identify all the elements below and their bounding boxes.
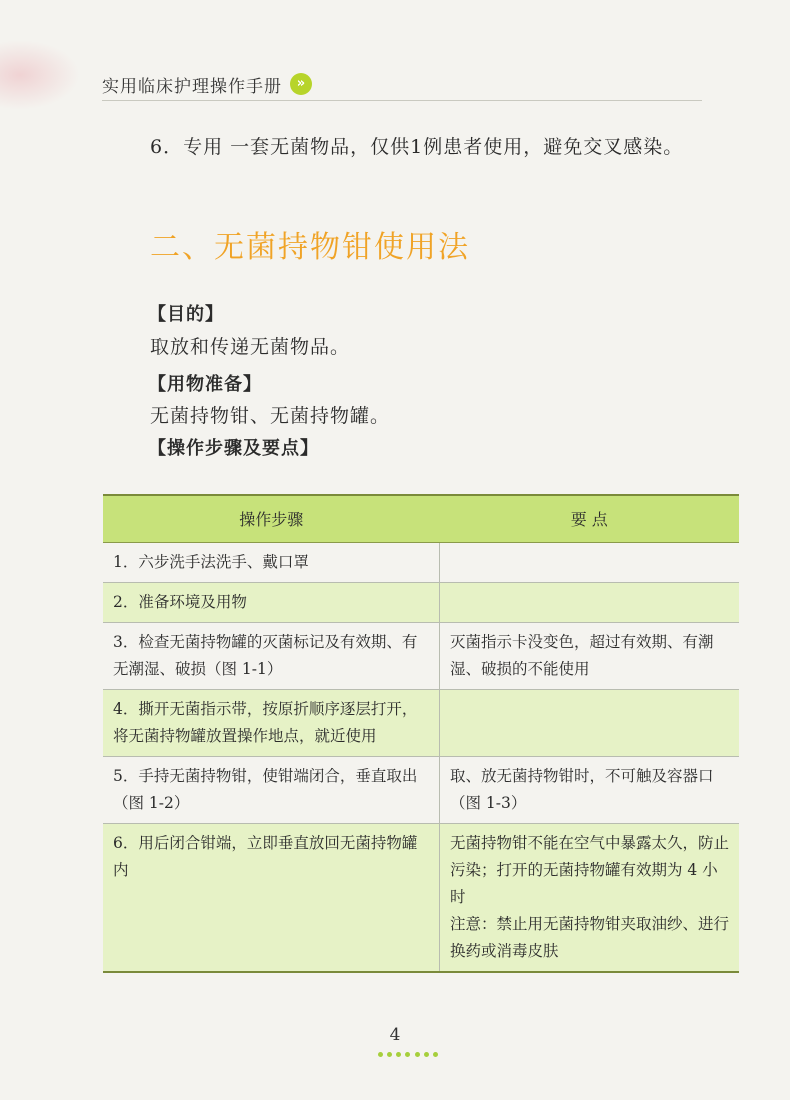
table-row <box>103 690 739 757</box>
purpose-label: 【目的】 <box>148 304 224 325</box>
step-cell: 1．六步洗手法洗手、戴口罩 <box>103 543 440 583</box>
table-row <box>103 824 739 973</box>
step-cell: 4．撕开无菌指示带，按原折顺序逐层打开，将无菌持物罐放置操作地点，就近使用 <box>103 690 440 757</box>
table-header-row <box>103 495 739 543</box>
point-cell <box>440 583 740 623</box>
point-cell: 灭菌指示卡没变色，超过有效期、有潮湿、破损的不能使用 <box>440 623 740 690</box>
intro-paragraph: 6．专用 一套无菌物品，仅供1例患者使用，避免交叉感染。 <box>150 136 684 158</box>
table-row <box>103 583 739 623</box>
chevron-right-icon: » <box>290 73 312 95</box>
materials-text: 无菌持物钳、无菌持物罐。 <box>150 405 391 427</box>
table-row <box>103 757 739 824</box>
point-cell: 取、放无菌持物钳时，不可触及容器口（图 1-3） <box>440 757 740 824</box>
step-cell: 6．用后闭合钳端，立即垂直放回无菌持物罐内 <box>103 824 440 973</box>
point-cell <box>440 543 740 583</box>
column-header-step: 操作步骤 <box>103 495 440 543</box>
point-cell <box>440 690 740 757</box>
header-divider <box>102 100 702 101</box>
step-cell: 3．检查无菌持物罐的灭菌标记及有效期、有无潮湿、破损（图 1-1） <box>103 623 440 690</box>
column-header-point: 要 点 <box>440 495 740 543</box>
page-number: 4 <box>389 1025 401 1045</box>
materials-label: 【用物准备】 <box>148 374 262 395</box>
caution-note: 注意：禁止用无菌持物钳夹取油纱、进行换药或消毒皮肤 <box>450 915 730 960</box>
running-header <box>102 70 312 98</box>
step-cell: 5．手持无菌持物钳，使钳端闭合，垂直取出（图 1-2） <box>103 757 440 824</box>
decorative-corner <box>0 40 80 110</box>
book-title: 实用临床护理操作手册 <box>102 76 282 97</box>
point-text: 无菌持物钳不能在空气中暴露太久，防止污染；打开的无菌持物罐有效期为 4 小时 <box>450 834 730 906</box>
table-row <box>103 623 739 690</box>
purpose-text: 取放和传递无菌物品。 <box>150 336 351 358</box>
point-cell <box>440 824 740 973</box>
table-row <box>103 543 739 583</box>
steps-label: 【操作步骤及要点】 <box>148 438 319 459</box>
steps-table <box>103 494 739 973</box>
page-number-ornament <box>378 1050 438 1058</box>
section-title: 二、无菌持物钳使用法 <box>150 230 470 265</box>
step-cell: 2．准备环境及用物 <box>103 583 440 623</box>
